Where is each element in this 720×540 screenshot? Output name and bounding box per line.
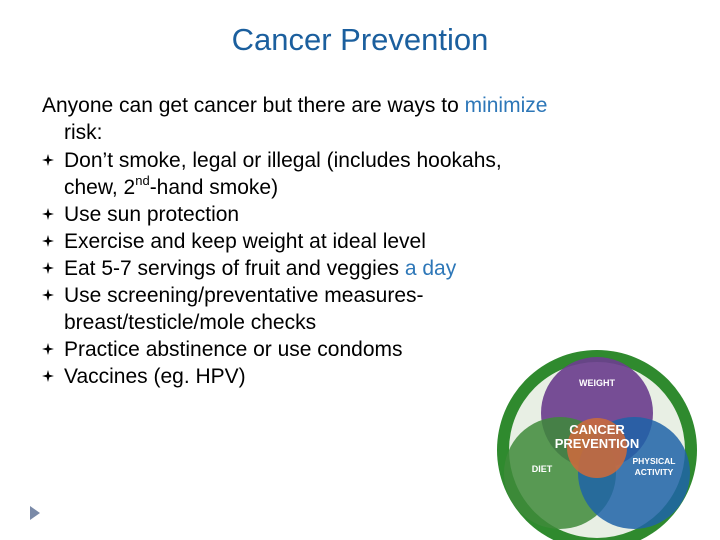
diamond-star-bullet-icon	[42, 208, 54, 220]
center-label-line1: CANCER	[569, 422, 625, 437]
diamond-star-bullet-icon	[42, 370, 54, 382]
slide-title: Cancer Prevention	[231, 22, 489, 57]
bullet-text: -hand smoke)	[149, 176, 279, 199]
bullet-text: Use sun protection	[64, 203, 240, 226]
bullet-text: Exercise and keep weight at ideal level	[64, 230, 426, 253]
activity-label-line2: ACTIVITY	[634, 467, 674, 477]
cancer-prevention-venn-logo	[474, 328, 720, 540]
bullet-text: Use screening/preventative measures-	[64, 284, 424, 307]
diet-label: DIET	[531, 464, 553, 474]
bullet-item	[42, 255, 682, 282]
slide-nav-arrow-icon[interactable]	[30, 506, 40, 520]
diamond-star-bullet-icon	[42, 289, 54, 301]
center-label-line2: PREVENTION	[554, 436, 640, 451]
bullet-text: Don’t smoke, legal or illegal (includes hookahs,	[64, 149, 502, 172]
intro-continuation: risk:	[64, 121, 103, 144]
bullet-text: Eat 5-7 servings of fruit and veggies	[64, 257, 405, 280]
intro-text: Anyone can get cancer but there are ways to	[42, 94, 465, 117]
superscript: nd	[135, 173, 150, 188]
diamond-star-bullet-icon	[42, 343, 54, 355]
bullet-item	[42, 147, 682, 201]
diamond-star-bullet-icon	[42, 235, 54, 247]
activity-label-line1: PHYSICAL	[632, 456, 676, 466]
bullet-text: breast/testicle/mole checks	[64, 311, 317, 334]
bullet-item	[42, 228, 682, 255]
diamond-star-bullet-icon	[42, 262, 54, 274]
bullet-text: Vaccines (eg. HPV)	[64, 365, 246, 388]
weight-label: WEIGHT	[579, 378, 615, 388]
intro-paragraph	[42, 92, 682, 146]
bullet-text: Practice abstinence or use condoms	[64, 338, 403, 361]
bullet-text: chew, 2	[64, 176, 136, 199]
bullet-highlight: a day	[404, 257, 457, 280]
diamond-star-bullet-icon	[42, 154, 54, 166]
intro-highlight: minimize	[464, 94, 548, 117]
bullet-item	[42, 201, 682, 228]
